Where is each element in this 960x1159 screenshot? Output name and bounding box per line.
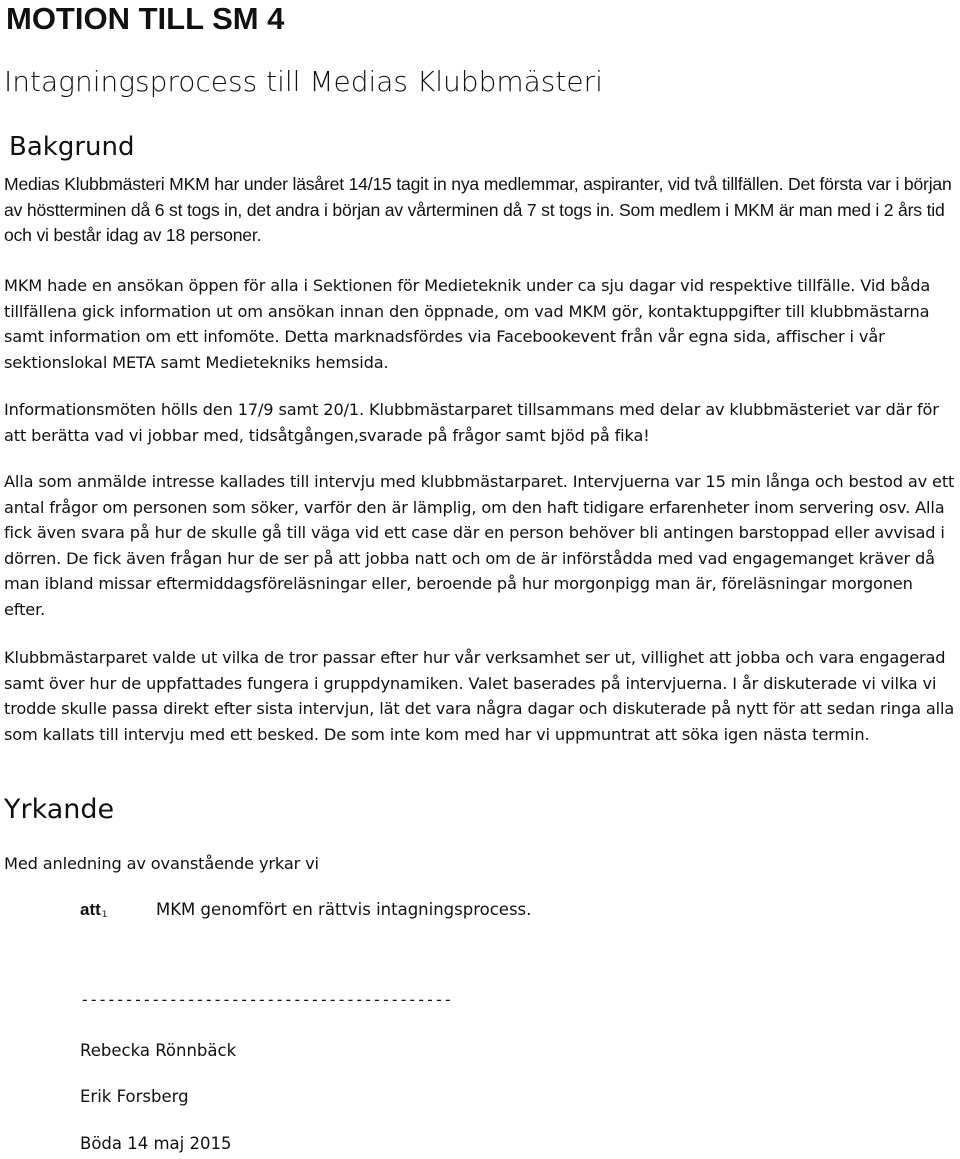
att-number: 1 xyxy=(101,910,108,920)
paragraph-application: MKM hade en ansökan öppen för alla i Sektionen för Medieteknik under ca sju dagar vid respektive tillfälle. Vid båda tillfällena gick information ut om ansökan innan den öppnade, om vad MKM gör, kontaktuppgifter till klubbmästarna samt information om ett infomöte. Detta marknadsfördes via Facebookevent från vår egna sida, affischer i vår sektionslokal META samt Medietekniks hemsida. xyxy=(4,276,931,372)
signatory-name: Rebecka Rönnbäck xyxy=(80,1041,237,1060)
document-subtitle: Intagningsprocess till Medias Klubbmästeri xyxy=(4,65,603,98)
paragraph-info-meetings: Informationsmöten hölls den 17/9 samt 20/1. Klubbmästarparet tillsammans med delar av klubbmästeriet var där för att berätta vad vi jobbar med, tidsåtgången,svarade på frågor samt bjöd på fika! xyxy=(4,400,939,445)
att-clause xyxy=(80,897,532,925)
signatory-name: Erik Forsberg xyxy=(80,1087,189,1106)
signature-date: Böda 14 maj 2015 xyxy=(80,1134,232,1153)
section-heading-background: Bakgrund xyxy=(9,132,135,162)
request-intro: Med anledning av ovanstående yrkar vi xyxy=(4,854,319,873)
paragraph-background-intro: Medias Klubbmästeri MKM har under läsåret 14/15 tagit in nya medlemmar, aspiranter, vid två tillfällen. Det första var i början av höstterminen då 6 st togs in, det andra i början av vårterminen då 7 st togs in. Som medlem i MKM är man med i 2 års tid och vi består idag av 18 personer. xyxy=(4,174,952,245)
signature-divider: ------------------------------------------ xyxy=(80,990,452,1009)
section-heading-request: Yrkande xyxy=(4,794,115,825)
document-title: MOTION TILL SM 4 xyxy=(6,1,285,36)
paragraph-selection: Klubbmästarparet valde ut vilka de tror passar efter hur vår verksamhet ser ut, villighet att jobba och vara engagerad samt över hur de uppfattades fungera i gruppdynamiken. Valet baserades på intervjuerna. I år diskuterade vi vilka vi trodde skulle passa direkt efter sista intervjun, lät det vara några dagar och diskuterade på nytt för att sedan ringa alla som kallats till intervju med ett besked. De som inte kom med har vi uppmuntrat att söka igen nästa termin. xyxy=(4,648,955,744)
att-text: MKM genomfört en rättvis intagningsprocess. xyxy=(156,900,532,919)
att-label: att xyxy=(80,900,101,919)
paragraph-interviews: Alla som anmälde intresse kallades till intervju med klubbmästarparet. Intervjuerna var 15 min långa och bestod av ett antal frågor om personen som söker, varför den är lämplig, om den haft tidigare erfarenheter inom servering osv. Alla fick även svara på hur de skulle gå till väga vid ett case där en person behöver bli antingen barstoppad eller avvisad i dörren. De fick även frågan hur de ser på att jobba natt och om de är införstådda med vad engagemanget kräver då man ibland missar eftermiddagsföreläsningar eller, beroende på hur morgonpigg man är, föreläsningar morgonen efter. xyxy=(4,472,955,619)
